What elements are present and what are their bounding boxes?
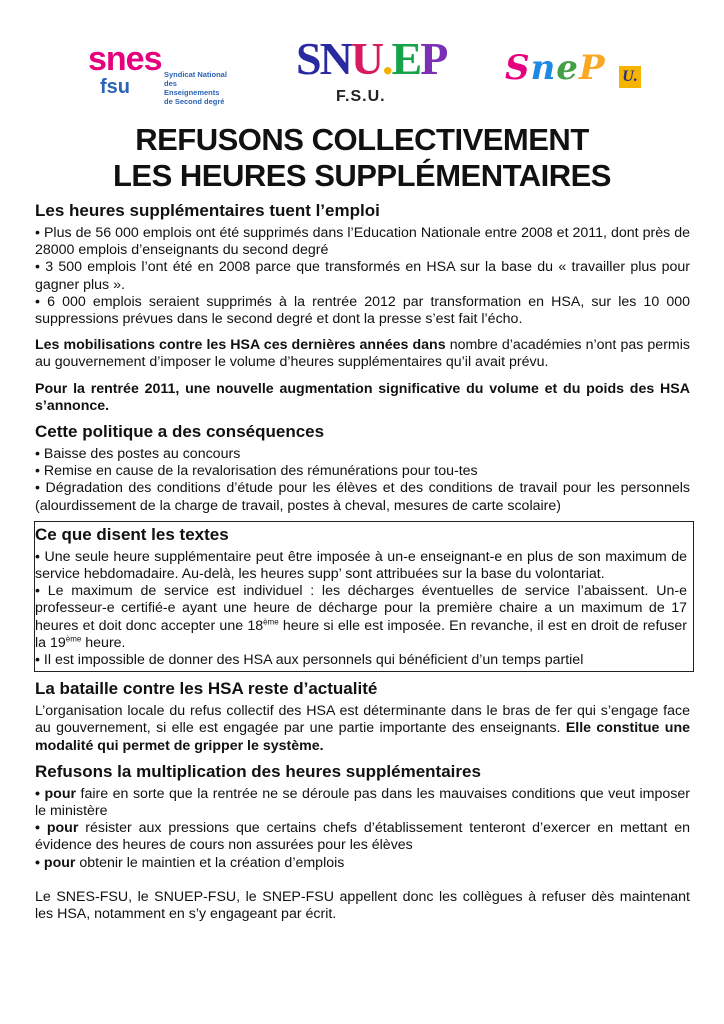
section-textes-box	[34, 521, 694, 672]
page-title-line-2: LES HEURES SUPPLÉMENTAIRES	[112, 158, 611, 193]
snes-logo-tagline: Syndicat National des Enseignements de Second degré	[164, 70, 227, 106]
bullet-item: • Dégradation des conditions d’étude pour les élèves et des conditions de travail pour les personnels (alourdissement de la charge de travail, postes à cheval, mesures de carte scolaire)	[35, 480, 690, 514]
bullet-item: • 3 500 emplois l’ont été en 2008 parce que transformés en HSA sur la base du « travailler plus pour gagner plus ».	[35, 259, 690, 293]
bullet-item: • pour faire en sorte que la rentrée ne se déroule pas dans les mauvaises conditions que veut imposer le ministère	[35, 785, 690, 820]
document-body	[35, 200, 690, 929]
section-heading: Ce que disent les textes	[35, 524, 229, 544]
section-heading: Les heures supplémentaires tuent l’emploi	[35, 201, 380, 220]
paragraph-bataille: L’organisation locale du refus collectif des HSA est déterminante dans le bras de fer qui s’engage face au gouvernement, si elle est engagée par une partie importante des enseignants. Elle constitue une modalité qui permet de gripper le système.	[35, 703, 690, 754]
bullet-item: • pour obtenir le maintien et la création d’emplois	[35, 854, 345, 871]
bullet-item: • Une seule heure supplémentaire peut être imposée à un-e enseignant-e en plus de son maximum de service hebdomadaire. Au-delà, les heures supp’ sont attribuées sur la base du volontariat.	[35, 548, 687, 583]
bullet-item: • 6 000 emplois seraient supprimés à la rentrée 2012 par transformation en HSA, sur les 10 000 suppressions prévues dans le second degré et dont la presse s’est fait l’écho.	[35, 293, 690, 328]
page-title-line-1: REFUSONS COLLECTIVEMENT	[135, 122, 589, 157]
snuep-logo-mark: SNU.EP	[296, 33, 447, 84]
snes-logo-mark: snes	[88, 40, 162, 78]
section-bataille	[35, 678, 690, 755]
snes-fsu-logo	[88, 40, 228, 106]
paragraph-appel: Le SNES-FSU, le SNUEP-FSU, le SNEP-FSU appellent donc les collègues à refuser dès maintenant les HSA, notamment en s’y engageant par écrit.	[35, 888, 690, 923]
snes-logo-fsu: fsu	[100, 76, 130, 98]
bullet-item: • Baisse des postes au concours	[35, 446, 241, 463]
section-heading: Cette politique a des conséquences	[35, 422, 325, 442]
snuep-logo-fsu: F.S.U.	[336, 88, 386, 105]
bullet-item: • Il est impossible de donner des HSA aux personnels qui bénéficient d’un temps partiel	[35, 652, 584, 669]
bullet-item: • Plus de 56 000 emplois ont été supprimés dans l’Education Nationale entre 2008 et 2011, dont près de 28000 emplois d’enseignants du second degré	[35, 225, 690, 259]
bullet-item: • Le maximum de service est individuel : les décharges éventuelles de service l’abaissent. Un-e professeur-e certifié-e ayant une heure de décharge pour la première chaire a un maximum de 17 heures et doit donc accepter une 18ème heure si elle est imposée. En revanche, il est en droit de refuser la 19ème heure.	[35, 583, 687, 651]
paragraph-mobilisations: Les mobilisations contre les HSA ces dernières années dans nombre d’académies n’ont pas permis au gouvernement d’imposer le volume d’heures supplémentaires qu’il avait prévu.	[35, 337, 690, 371]
section-heading: La bataille contre les HSA reste d’actualité	[35, 679, 378, 699]
logos-header	[0, 30, 724, 115]
snep-logo-badge: U.	[619, 66, 641, 88]
section-consequences	[35, 421, 690, 515]
paragraph-rentree-2011: Pour la rentrée 2011, une nouvelle augmentation significative du volume et du poids des HSA s’annonce.	[35, 380, 690, 414]
page-title	[0, 122, 724, 194]
bullet-item: • Remise en cause de la revalorisation des rémunérations pour tou-tes	[35, 463, 478, 480]
snep-logo-mark: SneP	[505, 48, 606, 88]
section-emploi	[35, 200, 690, 415]
section-heading: Refusons la multiplication des heures supplémentaires	[35, 761, 481, 781]
snuep-fsu-logo	[296, 30, 447, 114]
snep-fsu-logo	[505, 48, 645, 108]
section-refusons	[35, 761, 690, 923]
bullet-item: • pour résister aux pressions que certains chefs d’établissement tenteront d’exercer en mettant en évidence des heures de cours non assurées pour les élèves	[35, 820, 690, 854]
